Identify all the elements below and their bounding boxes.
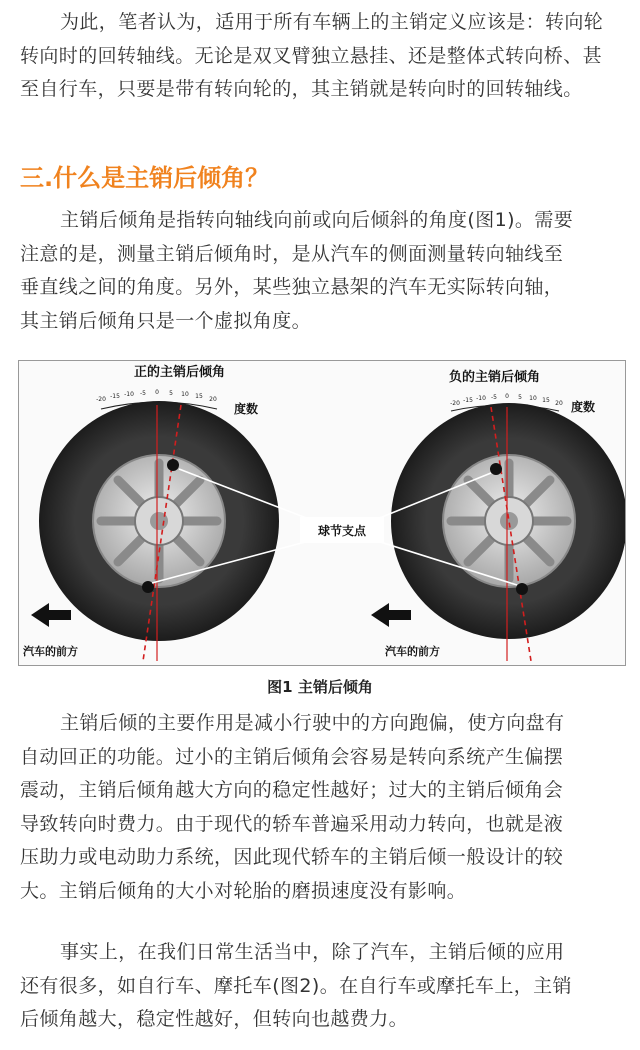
scale-tick-label: 15 [542, 397, 550, 404]
scale-tick-label: -5 [491, 394, 497, 401]
text-line: 压助力或电动助力系统，因此现代轿车的主销后倾一般设计的较 [20, 846, 564, 868]
text-line: 震动，主销后倾角越大方向的稳定性越好；过大的主销后倾角会 [20, 779, 564, 801]
caster-diagram-svg [19, 361, 625, 665]
scale-tick-label: -5 [140, 390, 146, 397]
text-line: 自动回正的功能。过小的主销后倾角会容易是转向系统产生偏摆 [20, 745, 564, 768]
left-front-arrow-icon [31, 603, 71, 627]
scale-tick-label: -15 [463, 397, 473, 404]
scale-tick-label: -15 [110, 393, 120, 400]
scale-tick-label: -10 [476, 395, 486, 402]
right-front-label: 汽车的前方 [385, 645, 440, 658]
scale-tick-label: -20 [450, 400, 460, 407]
text-line: 后倾角越大，稳定性越好，但转向也越费力。 [20, 1008, 409, 1030]
text-line: 主销后倾角是指转向轴线向前或向后倾斜的角度(图1)。需要 [60, 209, 574, 231]
scale-tick-label: -10 [124, 391, 134, 398]
text-line: 还有很多，如自行车、摩托车(图2)。在自行车或摩托车上，主销 [20, 974, 572, 997]
scale-tick-label: 15 [195, 393, 203, 400]
paragraph-other-applications [20, 936, 624, 1037]
left-front-label: 汽车的前方 [23, 645, 78, 658]
figure-caption: 图1 主销后倾角 [267, 678, 373, 696]
text-line: 导致转向时费力。由于现代的轿车普遍采用动力转向，也就是液 [20, 812, 564, 835]
section-heading: 三.什么是主销后倾角？ [20, 164, 270, 192]
paragraph-what-is-caster [20, 204, 624, 338]
left-wheel-title: 正的主销后倾角 [134, 365, 226, 380]
scale-tick-label: 5 [518, 394, 522, 401]
text-line: 其主销后倾角只是一个虚拟角度。 [20, 309, 312, 332]
right-degree-label: 度数 [571, 400, 596, 414]
figure-caster-diagram [18, 360, 626, 666]
text-line: 转向时的回转轴线。无论是双叉臂独立悬挂、还是整体式转向桥、甚 [20, 44, 603, 67]
scale-tick-label: 20 [555, 400, 563, 407]
text-line: 事实上，在我们日常生活当中，除了汽车，主销后倾的应用 [60, 941, 565, 963]
scale-tick-label: -20 [96, 396, 106, 403]
pivot-label: 球节支点 [317, 524, 367, 538]
scale-tick-label: 5 [169, 390, 173, 397]
right-wheel [391, 403, 625, 661]
scale-tick-label: 0 [505, 393, 509, 400]
text-line: 注意的是，测量主销后倾角时，是从汽车的侧面测量转向轴线至 [20, 242, 564, 265]
scale-tick-label: 20 [209, 396, 217, 403]
text-line: 垂直线之间的角度。另外，某些独立悬架的汽车无实际转向轴， [20, 276, 564, 298]
text-line: 主销后倾的主要作用是减小行驶中的方向跑偏，使方向盘有 [60, 712, 565, 734]
right-front-arrow-icon [371, 603, 411, 627]
text-line: 大。主销后倾角的大小对轮胎的磨损速度没有影响。 [20, 879, 467, 902]
left-wheel [39, 401, 279, 661]
scale-tick-label: 10 [181, 391, 189, 398]
paragraph-caster-definition [20, 6, 624, 107]
text-line: 至自行车，只要是带有转向轮的，其主销就是转向时的回转轴线。 [20, 78, 583, 100]
right-wheel-title: 负的主销后倾角 [449, 370, 541, 385]
text-line: 为此，笔者认为，适用于所有车辆上的主销定义应该是：转向轮 [60, 11, 604, 33]
scale-tick-label: 10 [529, 395, 537, 402]
paragraph-caster-effects [20, 707, 624, 908]
scale-tick-label: 0 [155, 389, 159, 396]
left-degree-label: 度数 [234, 402, 259, 416]
